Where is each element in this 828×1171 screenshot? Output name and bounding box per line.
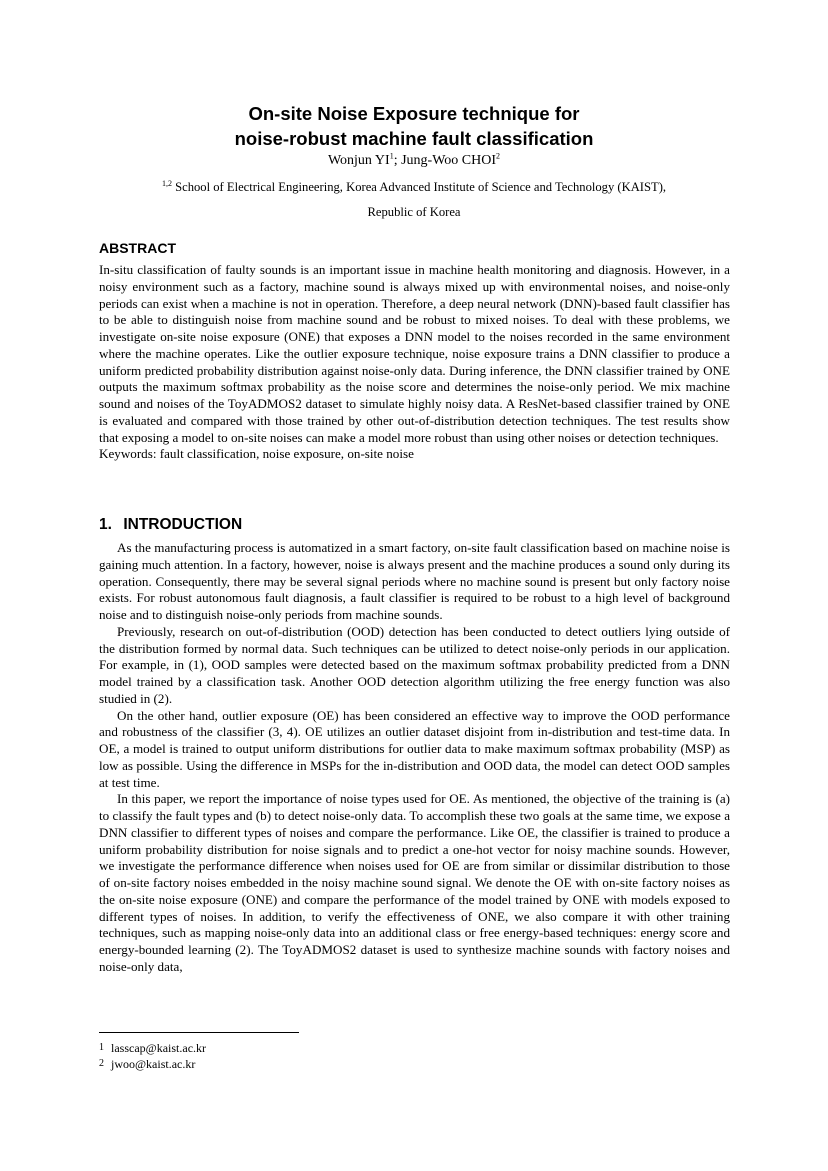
intro-paragraph-3: On the other hand, outlier exposure (OE) has been considered an effective way to improve the OOD performance and robustness of the classifier (3, 4). OE utilizes an outlier dataset disjoint from in-distribution and test-time data. In OE, a model is trained to output uniform distributions for outlier data to make maximum softmax probability (MSP) as low as possible. Using the difference in MSPs for the in-distribution and OOD data, the model can detect OOD samples at test time.: [99, 707, 730, 790]
abstract-text: In-situ classification of faulty sounds is an important issue in machine health monitoring and diagnosis. However, in a noisy environment such as a factory, machine sound is always mixed up with environmental noises, and noise-only periods can exist when a machine is not in operation. Therefore, a deep neural network (DNN)-based fault classifier has to be able to distinguish noise from machine sound and be robust to mixed noises. To deal with these problems, we investigate on-site noise exposure (ONE) that exposes a DNN model to the noises recorded in the same environment where the machine operates. Like the outlier exposure technique, noise exposure trains a DNN classifier to produce a uniform predicted probability distribution against noise-only data. During inference, the DNN classifier trained by ONE outputs the maximum softmax probability as the noise score and determines the noise-only period. We mix machine sound and noises of the ToyADMOS2 dataset to simulate highly noisy data. A ResNet-based classifier trained by ONE is evaluated and compared with those trained by other out-of-distribution detection techniques. The test results show that exposing a model to on-site noises can make a model more robust than using other noises or detection techniques.: [99, 262, 730, 445]
footnote-2: [99, 1056, 195, 1072]
introduction-section: [99, 540, 730, 976]
author-2: Jung-Woo CHOI: [401, 153, 497, 168]
abstract-heading: ABSTRACT: [99, 240, 176, 256]
author-2-affiliation-mark: 2: [496, 151, 501, 161]
author-separator: ;: [393, 153, 402, 168]
section-title: INTRODUCTION: [123, 516, 243, 533]
author-1: Wonjun YI: [327, 153, 390, 168]
paper-title-line-2: noise-robust machine fault classification: [234, 128, 594, 149]
author-list: [0, 151, 828, 171]
affiliation-line-1: [0, 178, 828, 196]
author-1-affiliation-mark: 1: [389, 151, 394, 161]
section-number: 1.: [99, 516, 112, 533]
footnote-1-email: lasscap@kaist.ac.kr: [111, 1041, 207, 1055]
affiliation-line-2: Republic of Korea: [367, 205, 461, 219]
footnote-2-mark: 2: [99, 1058, 104, 1069]
affiliation-text: School of Electrical Engineering, Korea Advanced Institute of Science and Technology (KAIST),: [171, 180, 667, 194]
abstract-section: [99, 262, 730, 463]
introduction-heading: [99, 516, 242, 534]
footnote-1-mark: 1: [99, 1042, 104, 1053]
affiliation-mark: 1,2: [161, 178, 172, 188]
keywords: Keywords: fault classification, noise exposure, on-site noise: [99, 446, 414, 462]
footnote-2-email: jwoo@kaist.ac.kr: [111, 1057, 196, 1071]
intro-paragraph-1: As the manufacturing process is automatized in a smart factory, on-site fault classification based on machine noise is gaining much attention. In a factory, however, noise is always present and the machine produces a sound only during its operation. Consequently, there may be several signal periods where no machine sound is present but only factory noise exists. For robust autonomous fault diagnosis, a fault classifier is required to be robust to a high level of background noise and to distinguish noise-only periods from machine sounds.: [99, 540, 730, 622]
footnote-divider: [99, 1032, 299, 1033]
intro-paragraph-2: Previously, research on out-of-distribution (OOD) detection has been conducted to detect outliers lying outside of the distribution formed by normal data. Such techniques can be utilized to detect noise-only periods in our application. For example, in (1), OOD samples were detected based on the maximum softmax probability predicted from a DNN model trained by a classification task. Another OOD detection algorithm utilizing the free energy function was also studied in (2).: [99, 623, 730, 706]
intro-paragraph-4: In this paper, we report the importance of noise types used for OE. As mentioned, the objective of the training is (a) to classify the fault types and (b) to detect noise-only data. To accomplish these two goals at the same time, we expose a DNN classifier to different types of noises and compare the performance. Like OE, the classifier is trained to produce a uniform probability distribution for noise signals and to predict a one-hot vector for noisy machine sounds. However, we investigate the performance difference when noises used for OE are from similar or dissimilar distribution to those of on-site factory noises embedded in the noisy machine sound signal. We denote the OE with on-site factory noises as the on-site noise exposure (ONE) and compare the performance of the model trained by ONE with models exposed to different types of noises. In addition, to verify the effectiveness of ONE, we also compare it with other training techniques, such as mapping noise-only data into an additional class or free energy-based techniques: energy score and energy-bounded learning (2). The ToyADMOS2 dataset is used to synthesize machine sounds with factory noises and noise-only data,: [99, 791, 730, 974]
footnote-1: [99, 1040, 206, 1056]
paper-title-line-1: On-site Noise Exposure technique for: [248, 103, 580, 124]
